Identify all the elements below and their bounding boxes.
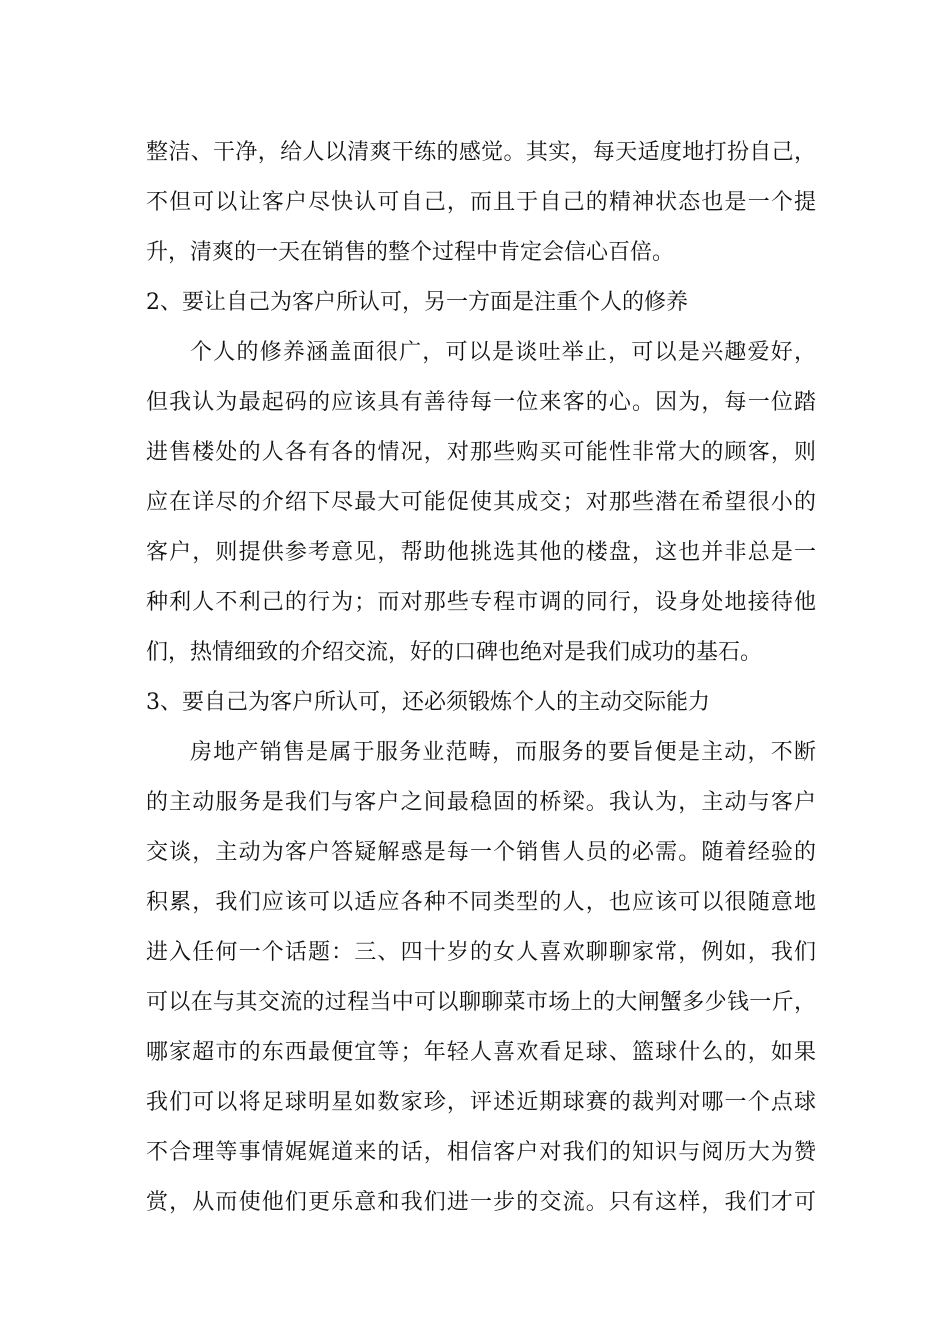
document-body bbox=[146, 128, 816, 1228]
text-line: 不合理等事情娓娓道来的话，相信客户对我们的知识与阅历大为赞 bbox=[146, 1140, 816, 1165]
text-line: 应在详尽的介绍下尽最大可能促使其成交；对那些潜在希望很小的 bbox=[146, 490, 816, 515]
text-line: 升，清爽的一天在销售的整个过程中肯定会信心百倍。 bbox=[146, 240, 675, 265]
text-line: 赏，从而使他们更乐意和我们进一步的交流。只有这样，我们才可 bbox=[146, 1190, 816, 1215]
text-line: 3、要自己为客户所认可，还必须锻炼个人的主动交际能力 bbox=[146, 690, 710, 715]
text-line: 交谈，主动为客户答疑解惑是每一个销售人员的必需。随着经验的 bbox=[146, 840, 816, 865]
text-line: 种利人不利己的行为；而对那些专程市调的同行，设身处地接待他 bbox=[146, 590, 816, 615]
text-line: 进入任何一个话题：三、四十岁的女人喜欢聊聊家常，例如，我们 bbox=[146, 940, 816, 965]
text-line: 不但可以让客户尽快认可自己，而且于自己的精神状态也是一个提 bbox=[146, 190, 816, 215]
text-line: 的主动服务是我们与客户之间最稳固的桥梁。我认为，主动与客户 bbox=[146, 790, 816, 815]
text-line: 积累，我们应该可以适应各种不同类型的人，也应该可以很随意地 bbox=[146, 890, 816, 915]
text-line: 2、要让自己为客户所认可，另一方面是注重个人的修养 bbox=[146, 290, 688, 315]
text-line: 房地产销售是属于服务业范畴，而服务的要旨便是主动，不断 bbox=[190, 740, 816, 765]
text-line: 但我认为最起码的应该具有善待每一位来客的心。因为，每一位踏 bbox=[146, 390, 816, 415]
text-line: 可以在与其交流的过程当中可以聊聊菜市场上的大闸蟹多少钱一斤， bbox=[146, 990, 816, 1015]
text-line: 个人的修养涵盖面很广，可以是谈吐举止，可以是兴趣爱好， bbox=[190, 340, 816, 365]
text-line: 们，热情细致的介绍交流，好的口碑也绝对是我们成功的基石。 bbox=[146, 640, 763, 665]
text-line: 整洁、干净，给人以清爽干练的感觉。其实，每天适度地打扮自己， bbox=[146, 140, 816, 165]
text-line: 客户，则提供参考意见，帮助他挑选其他的楼盘，这也并非总是一 bbox=[146, 540, 816, 565]
text-line: 我们可以将足球明星如数家珍，评述近期球赛的裁判对哪一个点球 bbox=[146, 1090, 816, 1115]
text-line: 进售楼处的人各有各的情况，对那些购买可能性非常大的顾客，则 bbox=[146, 440, 816, 465]
text-line: 哪家超市的东西最便宜等；年轻人喜欢看足球、篮球什么的，如果 bbox=[146, 1040, 816, 1065]
